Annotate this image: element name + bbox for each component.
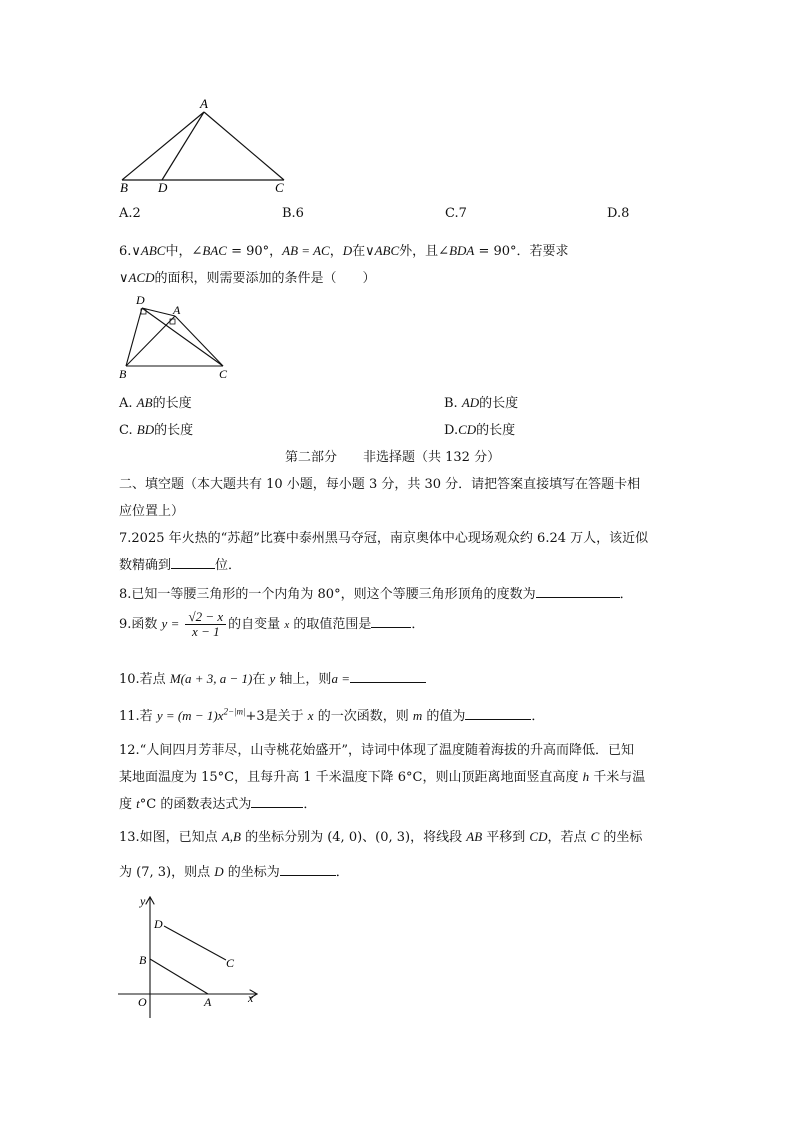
q5-option-d: D.8 [607,206,630,221]
answer-blank[interactable] [251,793,303,808]
q6-option-b: B. AD的长度 [444,395,519,411]
point-label-d: D [154,917,163,931]
vertex-label-c: C [219,367,228,381]
q13-line2: 为 (7, 3)，则点 D 的坐标为 ． [119,861,349,880]
q5-option-a: A.2 [119,206,141,221]
answer-blank[interactable] [350,668,426,683]
q6-option-d: D.CD的长度 [444,422,516,438]
fill-in-heading-line1: 二、填空题（本大题共有 10 小题，每小题 3 分，共 30 分．请把答案直接填写在答题卡相 [119,477,641,492]
point-label-c: C [226,956,235,970]
q6-stem-line2: ∨ACD的面积，则需要添加的条件是（ ） [119,270,376,286]
point-label-a: A [204,995,212,1009]
q8-line: 8.已知一等腰三角形的一个内角为 80°，则这个等腰三角形顶角的度数为 ． [119,583,633,602]
answer-blank[interactable] [171,554,215,569]
vertex-label-b: B [119,367,127,381]
q6-option-a: A. AB的长度 [119,395,192,411]
quadrilateral-figure [113,292,243,384]
vertex-label-d: D [158,180,168,195]
answer-blank[interactable] [280,861,336,876]
origin-label: O [138,995,147,1009]
q5-option-c: C.7 [445,206,467,221]
axis-label-y: y [140,894,146,908]
vertex-label-b: B [120,180,128,195]
q12-line1: 12.“人间四月芳菲尽，山寺桃花始盛开”，诗词中体现了温度随着海拔的升高而降低．已知 [119,743,634,758]
coordinate-figure [112,888,272,1023]
answer-blank[interactable] [536,583,620,598]
vertex-label-d: D [136,293,145,307]
q10-line: 10.若点 M(a + 3, a − 1)在 y 轴上，则a = [119,668,426,687]
q7-line1: 7.2025 年火热的“苏超”比赛中泰州黑马夺冠，南京奥体中心现场观众约 6.24 万人，该近似 [119,531,649,546]
point-label-b: B [139,953,147,967]
q9-line: 9.函数 y = $\frac{√2 - x}{x - 1}$ 的自变量 x 的取值范围是 ． [119,609,425,639]
vertex-label-c: C [275,180,284,195]
q6-option-c: C. BD的长度 [119,422,194,438]
q12-line3: 度 t°C 的函数表达式为 ． [119,793,316,812]
q7-line2: 数精确到 位． [119,554,241,573]
fill-in-heading-line2: 应位置上） [119,504,185,519]
q6-stem-line1: 6.∨ABC中，∠BAC = 90°，AB = AC，D在∨ABC外，且∠BDA = 90°．若要求 [119,243,569,259]
section-title: 第二部分 非选择题（共 132 分） [285,450,501,465]
answer-blank[interactable] [465,705,531,720]
q12-line2: 某地面温度为 15°C，且每升高 1 千米温度下降 6°C，则山顶距离地面竖直高度 h 千米与温 [119,769,646,785]
triangle-abc-figure [110,92,310,202]
vertex-label-a: A [173,303,181,317]
axis-label-x: x [248,991,254,1005]
vertex-label-a: A [200,96,208,111]
q11-line: 11.若 $y = (m - 1)x^{2-|m|}+3$是关于 x 的一次函数，则 m 的值为 ． [119,706,545,724]
answer-blank[interactable] [371,613,411,628]
q13-line1: 13.如图，已知点 A,B 的坐标分别为 (4, 0)、(0, 3)，将线段 AB 平移到 CD，若点 C 的坐标 [119,829,643,845]
q5-option-b: B.6 [282,206,304,221]
